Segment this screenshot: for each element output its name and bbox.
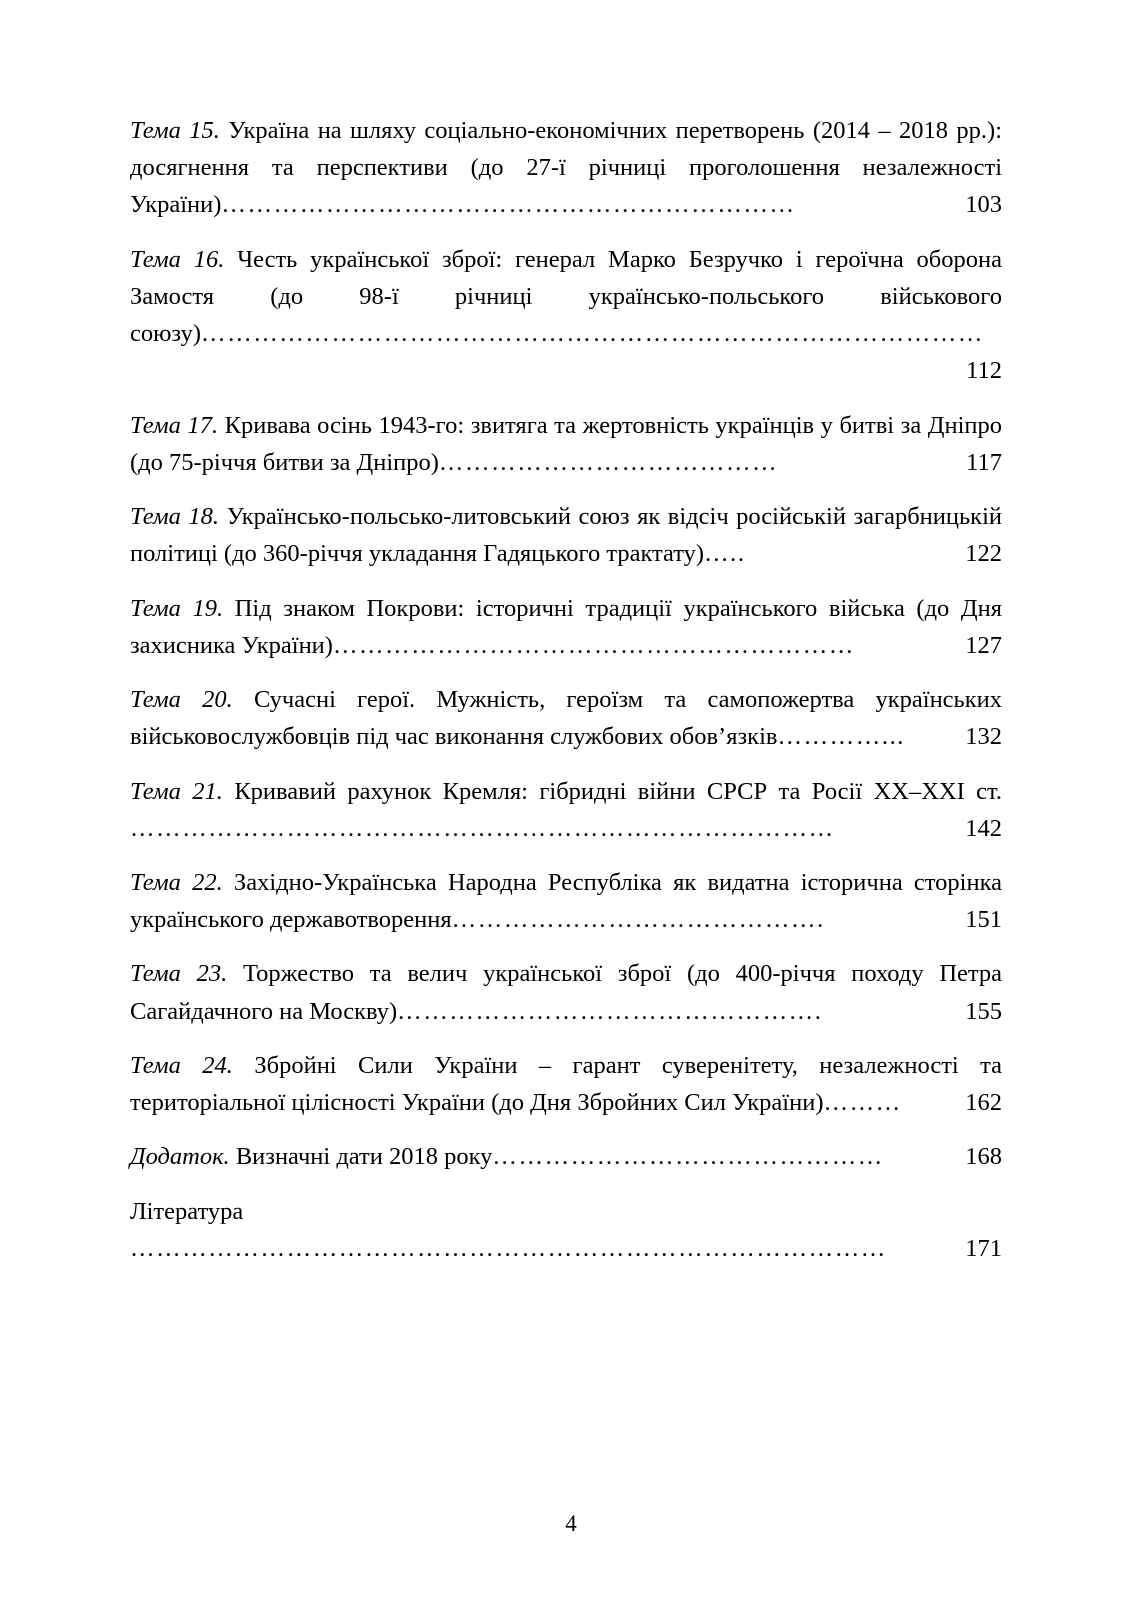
toc-page-number: 142 [965, 814, 1002, 842]
toc-entry-label: Тема 21. [130, 777, 223, 805]
toc-page-number: 117 [966, 448, 1002, 476]
toc-entry[interactable] [130, 407, 1002, 481]
toc-entry[interactable] [130, 1047, 1002, 1121]
toc-entry-title: Кривавий рахунок Кремля: гібридні війни СРСР та Росії ХХ–ХХІ ст. [222, 777, 1003, 805]
toc-entry-body [130, 590, 1002, 664]
toc-entry[interactable] [130, 1138, 1002, 1175]
page-number-footer: 4 [565, 1511, 577, 1536]
toc-entry-label: Тема 15. [130, 117, 220, 144]
toc-entry-title: Кривава осінь 1943-го: звитяга та жертовність українців у битві за Дніпро (до 75-річчя битви за Дніпро) [130, 411, 1003, 476]
toc-entry-title: Честь української зброї: генерал Марко Безручко і героїчна оборона Замостя (до 98-ї річниці українсько-польського військового союзу) [130, 245, 1003, 348]
toc-page-number: 112 [966, 357, 1002, 385]
toc-leader-dots: ………………………………………………………… [221, 191, 796, 219]
toc-entry[interactable] [130, 773, 1002, 847]
toc-entry-title: Україна на шляху соціально-економічних перетворень (2014 – 2018 рр.): досягнення та перспективи (до 27-ї річниці проголошення незалежності України) [130, 117, 1003, 219]
toc-entry-label: Тема 16. [130, 245, 225, 273]
table-of-contents [130, 112, 1002, 1267]
toc-entry[interactable] [130, 498, 1002, 572]
toc-leader-dots: ……………………………………. [451, 906, 825, 934]
toc-entry-label: Тема 20. [130, 686, 233, 714]
toc-entry-body [130, 955, 1002, 1029]
toc-page-number: 168 [965, 1143, 1002, 1171]
toc-entry-body [130, 241, 1002, 390]
toc-entry[interactable] [130, 1193, 1002, 1267]
toc-entry-body [130, 498, 1002, 572]
toc-leader-dots: ….. [704, 540, 746, 568]
toc-entry-label: Тема 24. [130, 1051, 233, 1079]
toc-entry-title: Під знаком Покрови: історичні традиції українського війська (до Дня захисника України) [130, 594, 1003, 659]
toc-entry-label: Тема 22. [130, 868, 223, 896]
toc-page-number: 162 [965, 1089, 1002, 1117]
toc-entry-label: Тема 23. [130, 960, 228, 988]
toc-entry-body [130, 1193, 1002, 1267]
toc-entry-title: Збройні Сили України – гарант суверенітету, незалежності та територіальної цілісності України (до Дня Збройних Сил України) [130, 1051, 1003, 1117]
toc-entry-title: Українсько-польсько-литовський союз як відсіч російській загарбницькій політиці (до 360-річчя укладання Гадяцького трактату) [130, 503, 1002, 568]
toc-entry[interactable] [130, 241, 1002, 390]
toc-entry-body [130, 1138, 1002, 1175]
toc-leader-dots: ……………………………………… [492, 1143, 884, 1171]
toc-leader-dots: ……………………………………………………………………………… [201, 320, 984, 348]
toc-entry-label: Тема 18. [130, 503, 220, 531]
toc-entry-title: Сучасні герої. Мужність, героїзм та самопожертва українських військовослужбовців під час виконання службових обов’язків [130, 686, 1002, 751]
toc-leader-dots: ……………………………………………………………………… [130, 814, 835, 842]
toc-leader-dots: ………………………………… [438, 448, 779, 476]
toc-entry-title: Література [130, 1197, 244, 1225]
toc-page-number: 103 [965, 191, 1002, 219]
toc-entry-label: Тема 19. [130, 594, 224, 622]
toc-entry[interactable] [130, 864, 1002, 938]
toc-leader-dots: …………………………………………………………………………… [130, 1234, 887, 1262]
toc-page-number: 122 [965, 540, 1002, 568]
toc-entry[interactable] [130, 112, 1002, 224]
toc-entry-body [130, 864, 1002, 938]
toc-page-number: 155 [965, 997, 1002, 1025]
toc-entry-title: Західно-Українська Народна Республіка як видатна історична сторінка українського державотворення [130, 868, 1003, 934]
toc-entry-body [130, 773, 1002, 847]
toc-leader-dots: ……… [823, 1089, 902, 1117]
toc-leader-dots: …………... [777, 723, 906, 751]
toc-leader-dots: …………………………………………. [397, 997, 823, 1025]
toc-entry[interactable] [130, 681, 1002, 755]
toc-entry-label: Тема 17. [130, 411, 219, 439]
toc-page-number: 127 [965, 631, 1002, 659]
toc-entry-body [130, 112, 1002, 224]
toc-entry-body [130, 1047, 1002, 1121]
toc-page-number: 151 [965, 906, 1002, 934]
toc-entry[interactable] [130, 590, 1002, 664]
toc-entry-body [130, 407, 1002, 481]
toc-page-number: 171 [965, 1234, 1002, 1262]
toc-leader-dots: …………………………………………………… [332, 631, 855, 659]
toc-entry-label: Додаток. [130, 1143, 230, 1171]
toc-entry-title: Торжество та велич української зброї (до 400-річчя походу Петра Сагайдачного на Москву) [130, 960, 1003, 1025]
toc-page-number: 132 [965, 723, 1002, 751]
toc-entry-title: Визначні дати 2018 року [229, 1143, 493, 1171]
toc-entry[interactable] [130, 955, 1002, 1029]
toc-entry-body [130, 681, 1002, 755]
